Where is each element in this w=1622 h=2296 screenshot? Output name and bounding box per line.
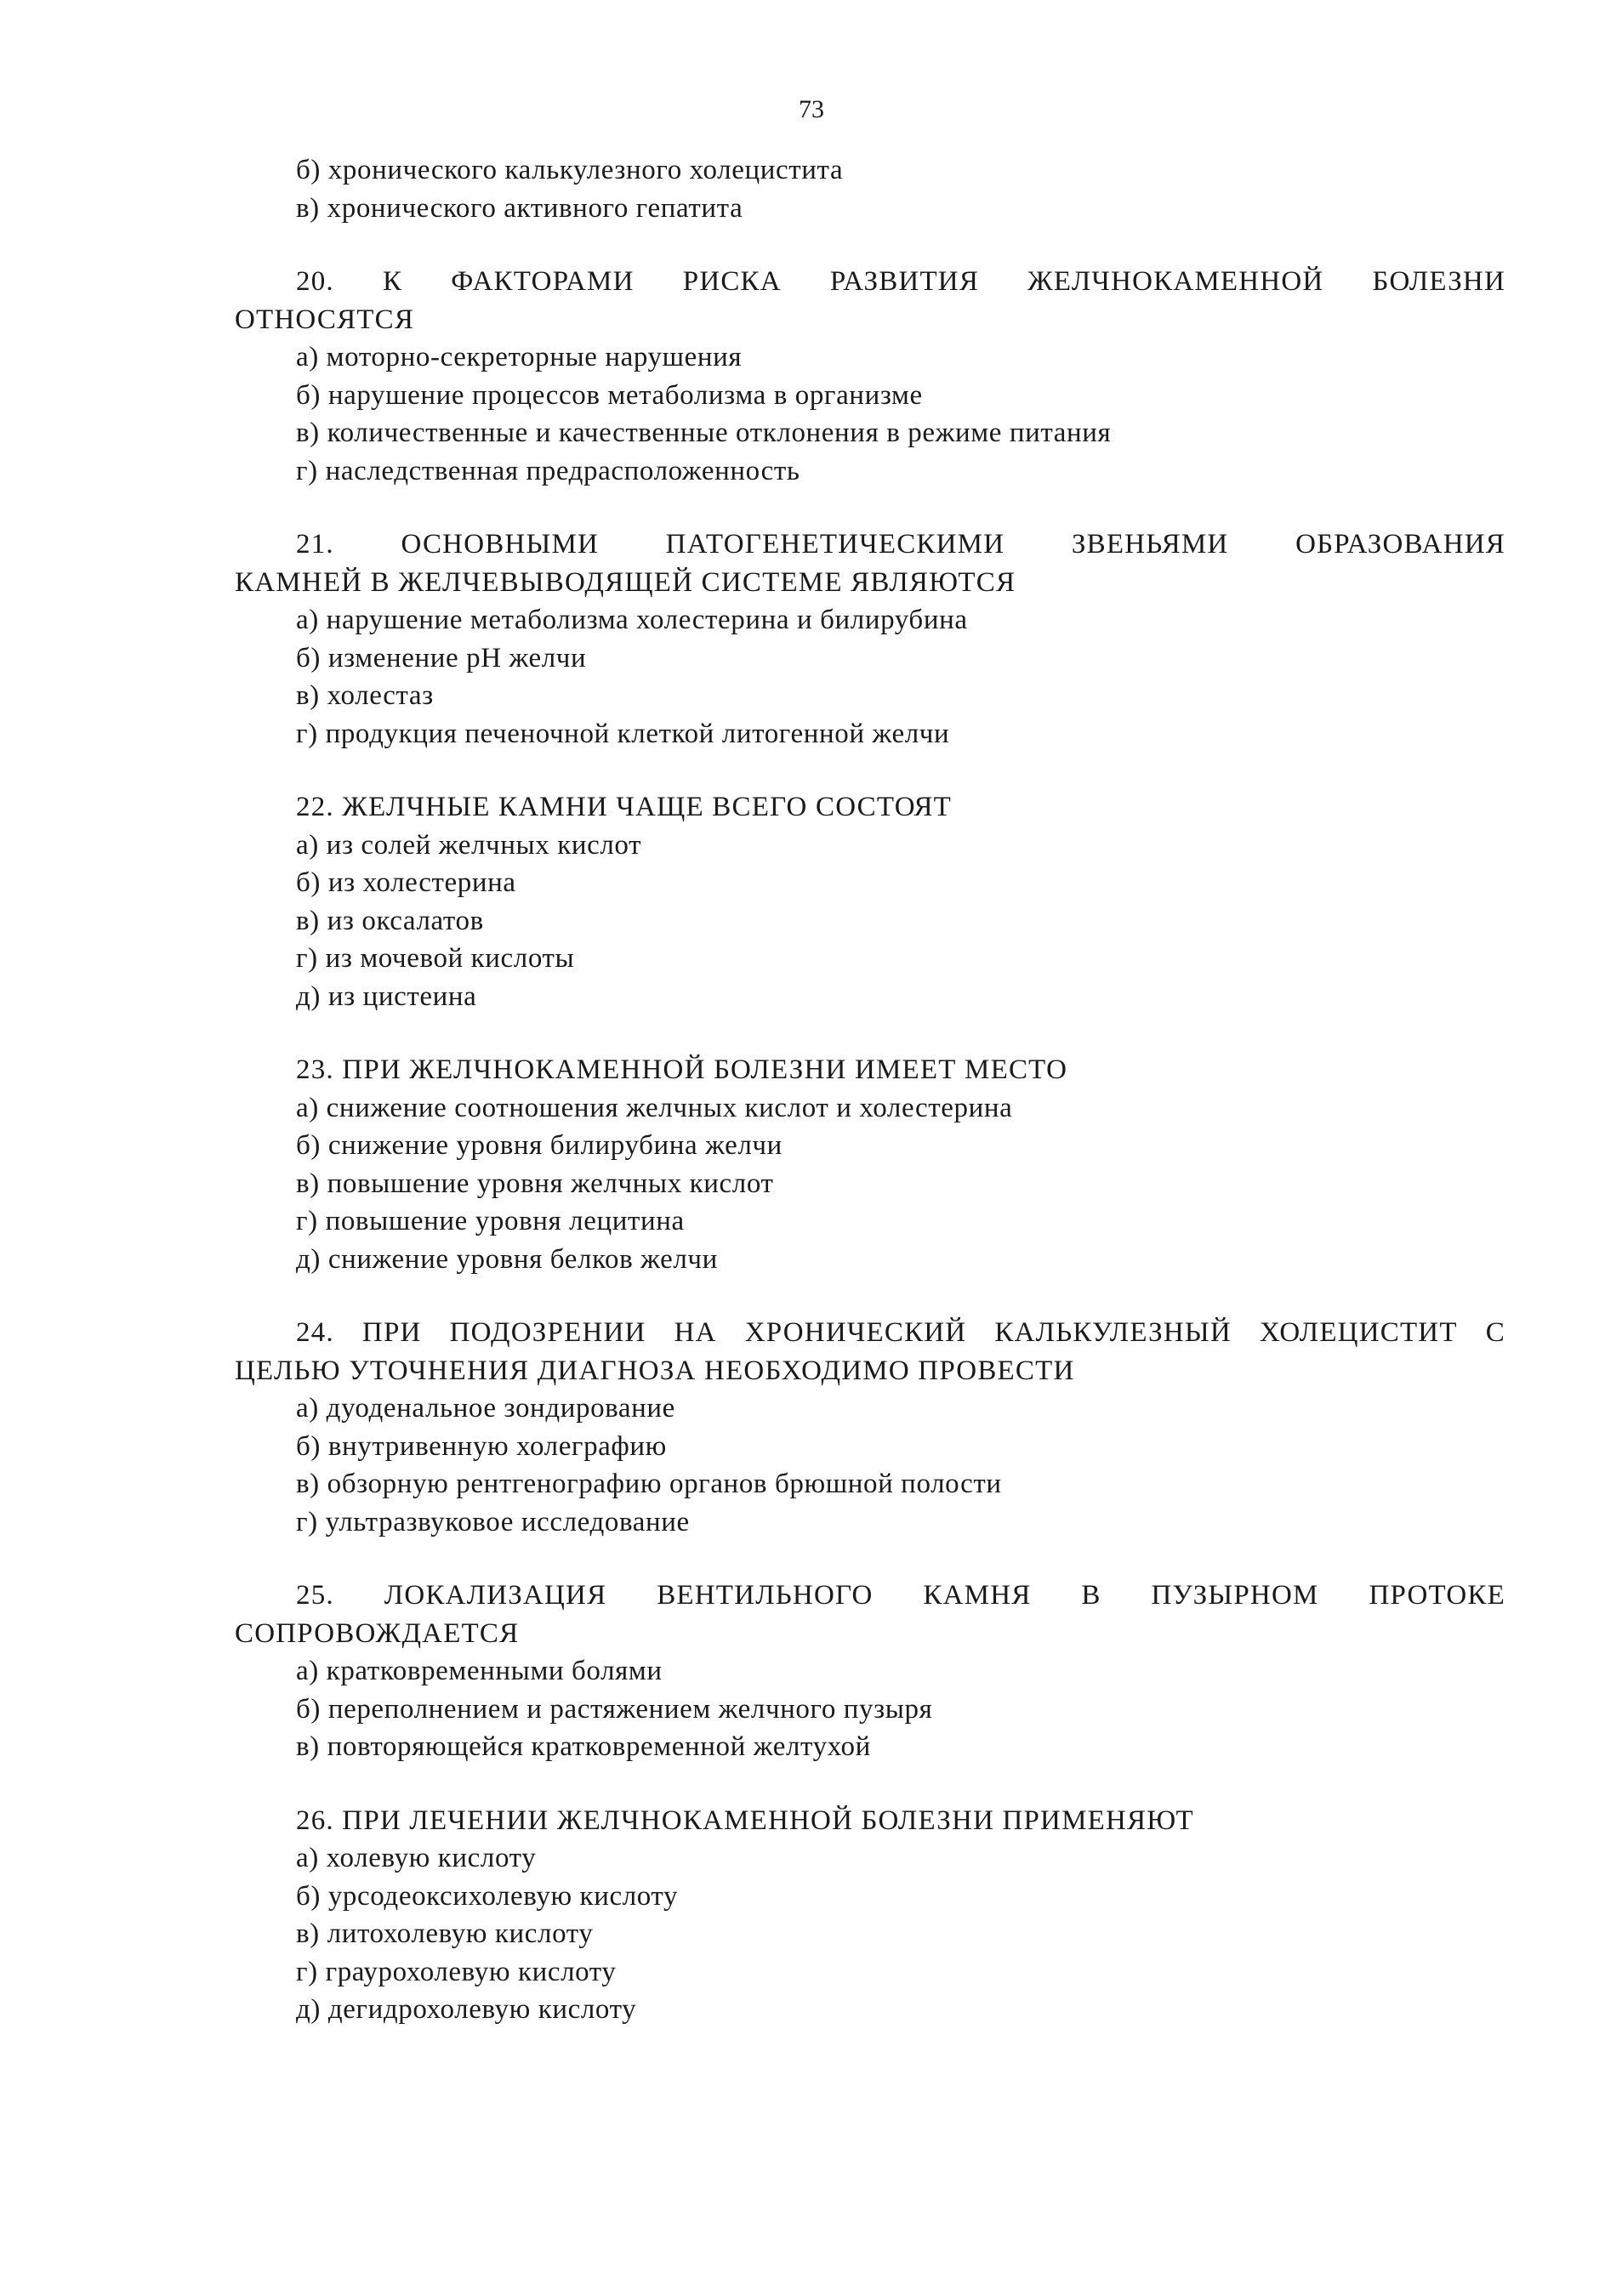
- answer-option: г) повышение уровня лецитина: [296, 1206, 685, 1236]
- answer-option: а) из солей желчных кислот: [296, 829, 642, 861]
- question-text: 24. ПРИ ПОДОЗРЕНИИ НА ХРОНИЧЕСКИЙ КАЛЬКУЛЕЗНЫЙ ХОЛЕЦИСТИТ С: [296, 1317, 1505, 1348]
- answer-option: а) холевую кислоту: [296, 1843, 537, 1873]
- answer-option: д) из цистеина: [296, 980, 477, 1012]
- question-22: [235, 788, 1505, 1015]
- question-text: КАМНЕЙ В ЖЕЛЧЕВЫВОДЯЩЕЙ СИСТЕМЕ ЯВЛЯЮТСЯ: [235, 566, 1016, 598]
- answer-option: г) граурохолевую кислоту: [296, 1956, 617, 1987]
- answer-option: д) снижение уровня белков желчи: [296, 1243, 718, 1275]
- answer-option: б) из холестерина: [296, 867, 516, 898]
- answer-option: г) ультразвуковое исследование: [296, 1506, 690, 1537]
- page-number: 73: [799, 95, 824, 123]
- answer-option: в) количественные и качественные отклонения в режиме питания: [296, 418, 1112, 448]
- question-20: [235, 263, 1505, 490]
- question-24: [235, 1314, 1505, 1541]
- answer-option: а) снижение соотношения желчных кислот и холестерина: [296, 1092, 1013, 1123]
- answer-option: а) кратковременными болями: [296, 1656, 663, 1686]
- answer-option: в) обзорную рентгенографию органов брюшной полости: [296, 1469, 1002, 1499]
- prev-option: в) хронического активного гепатита: [296, 192, 743, 224]
- answer-option: б) переполнением и растяжением желчного пузыря: [296, 1693, 933, 1725]
- question-26: [235, 1802, 1505, 2029]
- question-text: СОПРОВОЖДАЕТСЯ: [235, 1617, 520, 1649]
- answer-option: в) литохолевую кислоту: [296, 1918, 594, 1949]
- question-text: 25. ЛОКАЛИЗАЦИЯ ВЕНТИЛЬНОГО КАМНЯ В ПУЗЫРНОМ ПРОТОКЕ: [296, 1580, 1505, 1611]
- answer-option: б) нарушение процессов метаболизма в организме: [296, 379, 923, 411]
- answer-option: б) изменение рН желчи: [296, 642, 587, 673]
- question-text: 22. ЖЕЛЧНЫЕ КАМНИ ЧАЩЕ ВСЕГО СОСТОЯТ: [296, 792, 953, 822]
- answer-option: в) повышение уровня желчных кислот: [296, 1168, 774, 1199]
- answer-option: г) из мочевой кислоты: [296, 943, 575, 974]
- question-text: ЦЕЛЬЮ УТОЧНЕНИЯ ДИАГНОЗА НЕОБХОДИМО ПРОВЕСТИ: [235, 1355, 1075, 1386]
- answer-option: б) внутривенную холеграфию: [296, 1430, 667, 1462]
- question-text: 20. К ФАКТОРАМИ РИСКА РАЗВИТИЯ ЖЕЛЧНОКАМЕННОЙ БОЛЕЗНИ: [296, 266, 1505, 297]
- answer-option: д) дегидрохолевую кислоту: [296, 1994, 637, 2025]
- question-21: [235, 526, 1505, 753]
- question-text: ОТНОСЯТСЯ: [235, 304, 415, 335]
- answer-option: г) продукция печеночной клеткой литогенной желчи: [296, 718, 950, 749]
- question-23: [235, 1051, 1505, 1278]
- answer-option: а) дуоденальное зондирование: [296, 1393, 675, 1424]
- question-25: [235, 1577, 1505, 1766]
- answer-option: г) наследственная предрасположенность: [296, 455, 800, 486]
- answer-option: в) холестаз: [296, 680, 434, 711]
- prev-option: б) хронического калькулезного холецистита: [296, 155, 844, 185]
- answer-option: в) из оксалатов: [296, 905, 484, 936]
- question-text: 26. ПРИ ЛЕЧЕНИИ ЖЕЛЧНОКАМЕННОЙ БОЛЕЗНИ ПРИМЕНЯЮТ: [296, 1804, 1194, 1836]
- question-text: 21. ОСНОВНЫМИ ПАТОГЕНЕТИЧЕСКИМИ ЗВЕНЬЯМИ ОБРАЗОВАНИЯ: [296, 529, 1505, 560]
- answer-option: а) моторно-секреторные нарушения: [296, 342, 743, 372]
- answer-option: б) снижение уровня билирубина желчи: [296, 1130, 783, 1161]
- answer-option: а) нарушение метаболизма холестерина и билирубина: [296, 605, 968, 635]
- page-content: [235, 151, 1505, 2029]
- question-text: 23. ПРИ ЖЕЛЧНОКАМЕННОЙ БОЛЕЗНИ ИМЕЕТ МЕСТО: [296, 1054, 1068, 1085]
- answer-option: в) повторяющейся кратковременной желтухой: [296, 1731, 871, 1762]
- answer-option: б) урсодеоксихолевую кислоту: [296, 1880, 679, 1912]
